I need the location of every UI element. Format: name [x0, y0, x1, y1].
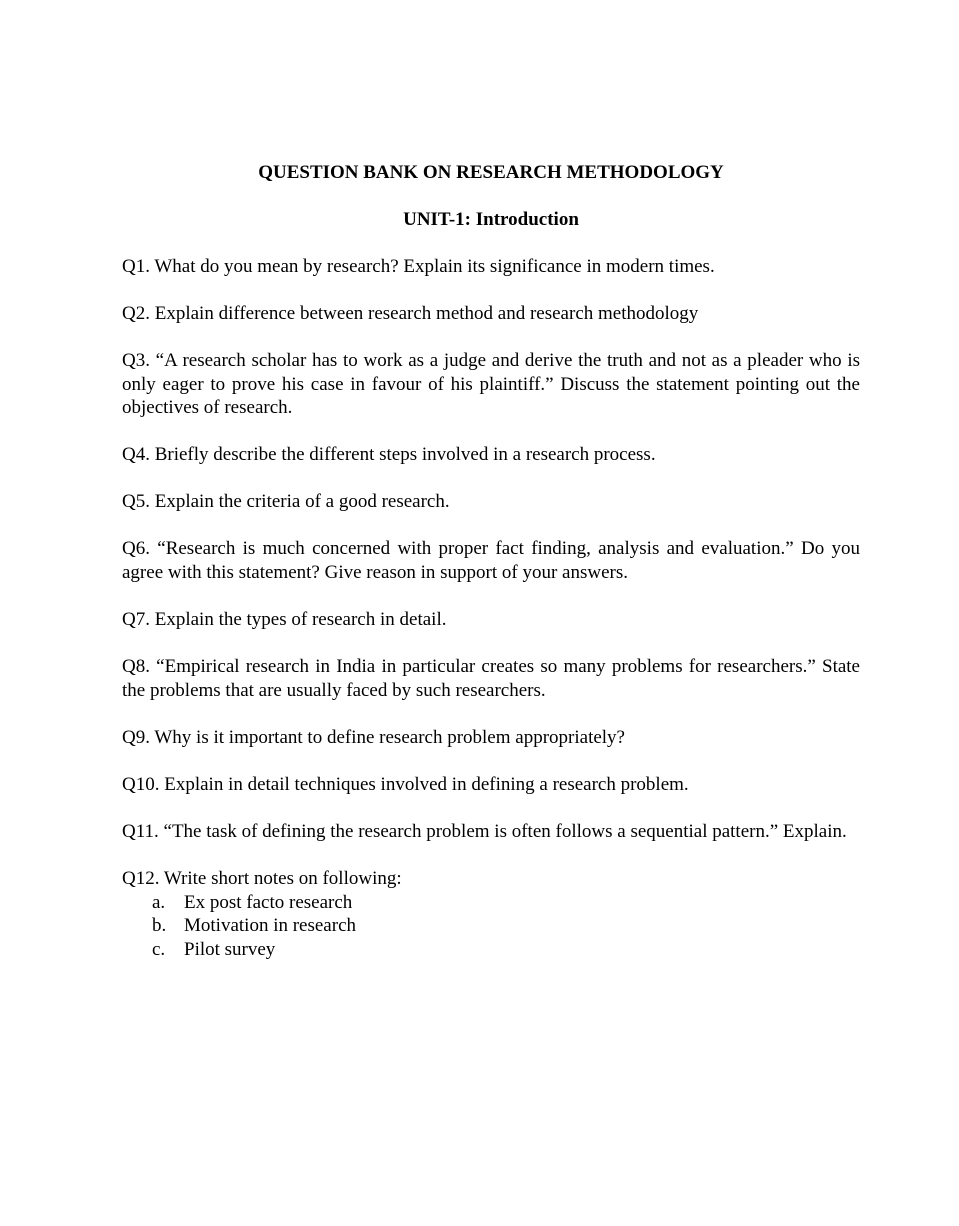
question-q7: Q7. Explain the types of research in detail.	[122, 609, 447, 631]
document-title: QUESTION BANK ON RESEARCH METHODOLOGY	[258, 162, 724, 183]
question-q5: Q5. Explain the criteria of a good research.	[122, 491, 450, 513]
list-marker-a: a.	[152, 891, 166, 913]
question-q9: Q9. Why is it important to define research problem appropriately?	[122, 726, 625, 748]
question-q6: Q6. “Research is much concerned with proper fact finding, analysis and evaluation.” Do you agree with this statement? Give reason in support of your answers.	[122, 538, 860, 584]
question-q3: Q3. “A research scholar has to work as a judge and derive the truth and not as a pleader who is only eager to prove his case in favour of his plaintiff.” Discuss the statement pointing out the objectives of research.	[122, 350, 860, 419]
question-q11: Q11. “The task of defining the research problem is often follows a sequential pattern.” Explain.	[122, 820, 847, 842]
question-q4: Q4. Briefly describe the different steps involved in a research process.	[122, 444, 656, 466]
list-marker-b: b.	[152, 915, 167, 937]
q12-item-b	[152, 914, 860, 938]
list-item-text-a: Ex post facto research	[184, 891, 353, 913]
list-marker-c: c.	[152, 938, 166, 960]
question-q2: Q2. Explain difference between research method and research methodology	[122, 303, 699, 324]
question-q10: Q10. Explain in detail techniques involved in defining a research problem.	[122, 773, 689, 795]
q12-item-a	[152, 891, 860, 915]
question-q8: Q8. “Empirical research in India in particular creates so many problems for researchers.” State the problems that are usually faced by such researchers.	[122, 656, 860, 701]
question-q1: Q1. What do you mean by research? Explain its significance in modern times.	[122, 256, 715, 277]
list-item-text-b: Motivation in research	[184, 915, 357, 937]
q12-item-c	[152, 938, 860, 962]
q12-subitem-list	[152, 891, 860, 962]
list-item-text-c: Pilot survey	[184, 938, 276, 960]
question-q12: Q12. Write short notes on following:	[122, 867, 402, 889]
unit-heading: UNIT-1: Introduction	[403, 209, 579, 230]
